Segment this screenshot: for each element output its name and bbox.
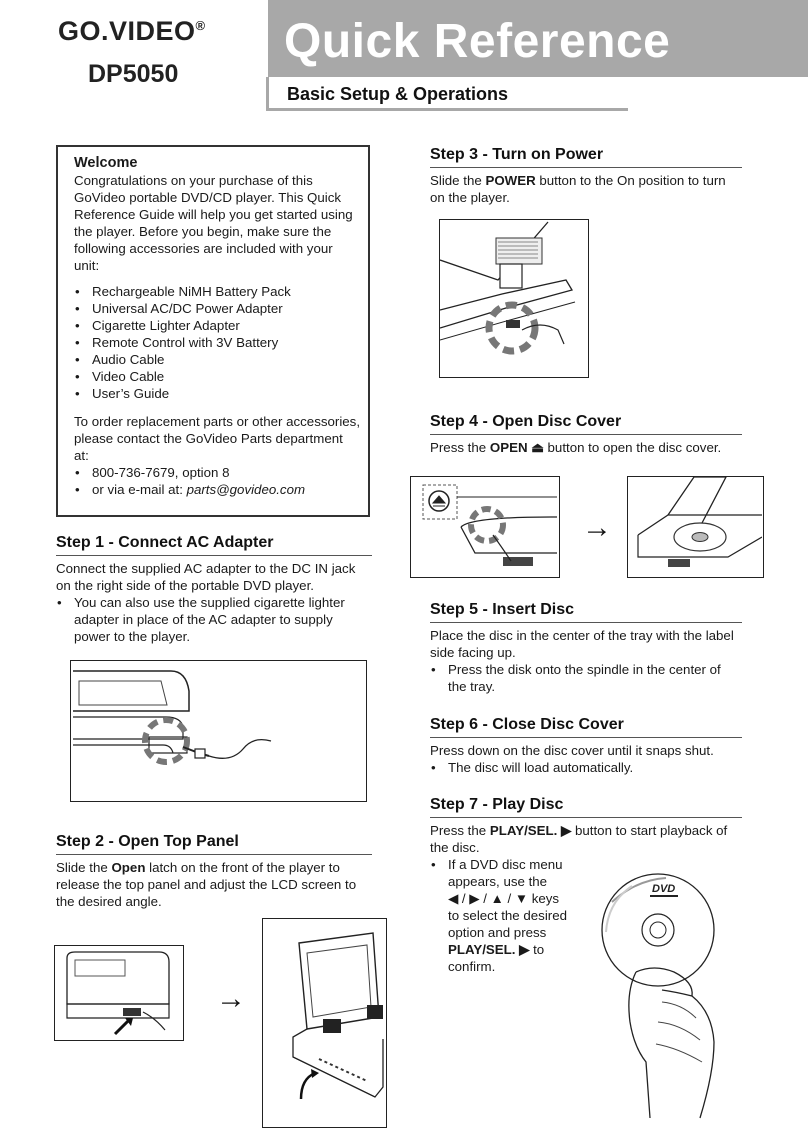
open-button-drawing — [411, 477, 558, 576]
step1-bullet: • You can also use the supplied cigarette lighter adapter in place of the AC adapter to supply power to the player. — [56, 594, 372, 645]
step2-text-pre: Slide the — [56, 860, 112, 875]
step7-title: Step 7 - Play Disc — [430, 796, 742, 818]
order-text: To order replacement parts or other accessories, please contact the GoVideo Parts department at: — [74, 414, 361, 463]
step4-text — [430, 439, 742, 456]
step7-bullet-line: confirm. — [448, 959, 496, 974]
step6-bullet: • The disc will load automatically. — [430, 759, 742, 776]
registered-mark: ® — [195, 18, 206, 33]
step6-section — [430, 716, 742, 776]
hand-holding-disc-drawing — [596, 872, 746, 1122]
step6-bullets — [430, 759, 742, 776]
step3-text-bold: POWER — [485, 173, 536, 188]
step4-illustration-press — [410, 476, 560, 578]
step7-text-pre: Press the — [430, 823, 490, 838]
step4-arrow-icon: → — [582, 511, 612, 544]
email-line — [74, 481, 360, 498]
list-item: • Video Cable — [74, 368, 360, 385]
step7-bullet-bold: PLAY/SEL. ▶ — [448, 942, 530, 957]
step3-title: Step 3 - Turn on Power — [430, 146, 742, 168]
step3-text-post: button to the On position to turn on the player. — [430, 173, 726, 205]
list-item: • Universal AC/DC Power Adapter — [74, 300, 360, 317]
player-open-drawing — [263, 919, 385, 1126]
phone-number: • 800-736-7679, option 8 — [74, 464, 360, 481]
step5-title: Step 5 - Insert Disc — [430, 601, 742, 623]
step5-bullets — [430, 661, 742, 695]
page-title: Quick Reference — [284, 15, 671, 68]
dvd-player-adapter-drawing — [71, 661, 365, 800]
step4-text-pre: Press the — [430, 440, 490, 455]
welcome-title: Welcome — [74, 155, 138, 171]
logo-text: GO.VIDEO — [58, 16, 196, 46]
step6-text: Press down on the disc cover until it snaps shut. — [430, 743, 714, 758]
welcome-box — [56, 145, 370, 517]
welcome-intro: Congratulations on your purchase of this GoVideo portable DVD/CD player. This Quick Reference Guide will help you get started using the player. Before you begin, make sure the following accessories are included with your unit: — [74, 173, 353, 273]
step2-text-post: latch on the front of the player to release the top panel and adjust the LCD screen to the desired angle. — [56, 860, 357, 909]
page-subtitle: Basic Setup & Operations — [287, 84, 509, 104]
step4-text-bold: OPEN ⏏ — [489, 440, 544, 455]
banner-rule-vertical — [266, 77, 269, 110]
accessory-list — [74, 283, 360, 402]
step7-text — [430, 822, 742, 856]
step2-arrow-icon: → — [216, 982, 246, 1015]
list-item: • Cigarette Lighter Adapter — [74, 317, 360, 334]
step1-section — [56, 534, 372, 645]
model-number: DP5050 — [88, 60, 179, 88]
step3-text-pre: Slide the — [430, 173, 486, 188]
step1-illustration — [70, 660, 367, 802]
step7-bullet-post: to — [529, 942, 545, 957]
list-item: • Remote Control with 3V Battery — [74, 334, 360, 351]
step4-title: Step 4 - Open Disc Cover — [430, 413, 742, 435]
step7-bullet-keys: ◀ / ▶ / ▲ / ▼ keys — [448, 891, 560, 906]
step2-text — [56, 859, 372, 910]
banner-rule-horizontal — [266, 108, 628, 111]
step1-text: Connect the supplied AC adapter to the DC IN jack on the right side of the portable DVD player. — [56, 561, 356, 593]
step7-text-post: button to start playback of the disc. — [430, 823, 728, 855]
step3-illustration — [439, 219, 589, 378]
list-item: • Rechargeable NiMH Battery Pack — [74, 283, 360, 300]
step2-title: Step 2 - Open Top Panel — [56, 833, 372, 855]
power-switch-drawing — [440, 220, 587, 376]
step3-text — [430, 172, 742, 206]
step4-section — [430, 413, 742, 456]
step4-illustration-open — [627, 476, 764, 578]
step7-bullet-line: option and press — [448, 925, 547, 940]
email-link[interactable]: parts@govideo.com — [186, 482, 306, 497]
step5-text: Place the disc in the center of the tray with the label side facing up. — [430, 628, 734, 660]
list-item: • Audio Cable — [74, 351, 360, 368]
step2-illustration-open — [262, 918, 387, 1128]
player-closed-drawing — [55, 946, 182, 1039]
step1-bullets — [56, 594, 372, 645]
step5-section — [430, 601, 742, 695]
step4-text-post: button to open the disc cover. — [543, 440, 722, 455]
step7-illustration — [596, 872, 746, 1122]
step7-text-bold: PLAY/SEL. ▶ — [489, 823, 572, 838]
step2-text-bold: Open — [111, 860, 146, 875]
step7-bullet-line: to select the desired — [448, 908, 568, 923]
dvd-logo-text: DVD — [652, 883, 676, 895]
step2-section — [56, 833, 372, 910]
step2-illustration-closed — [54, 945, 184, 1041]
step3-section — [430, 146, 742, 206]
contact-list — [74, 464, 360, 498]
step7-bullet-line: • If a DVD disc menu — [448, 857, 563, 872]
step6-title: Step 6 - Close Disc Cover — [430, 716, 742, 738]
list-item: • User’s Guide — [74, 385, 360, 402]
email-prefix: or via e-mail at: — [92, 482, 187, 497]
step7-bullet-line: appears, use the — [448, 874, 548, 889]
step5-bullet: • Press the disk onto the spindle in the center of the tray. — [430, 661, 742, 695]
step1-title: Step 1 - Connect AC Adapter — [56, 534, 372, 556]
brand-logo — [58, 16, 206, 47]
disc-cover-open-drawing — [628, 477, 762, 576]
